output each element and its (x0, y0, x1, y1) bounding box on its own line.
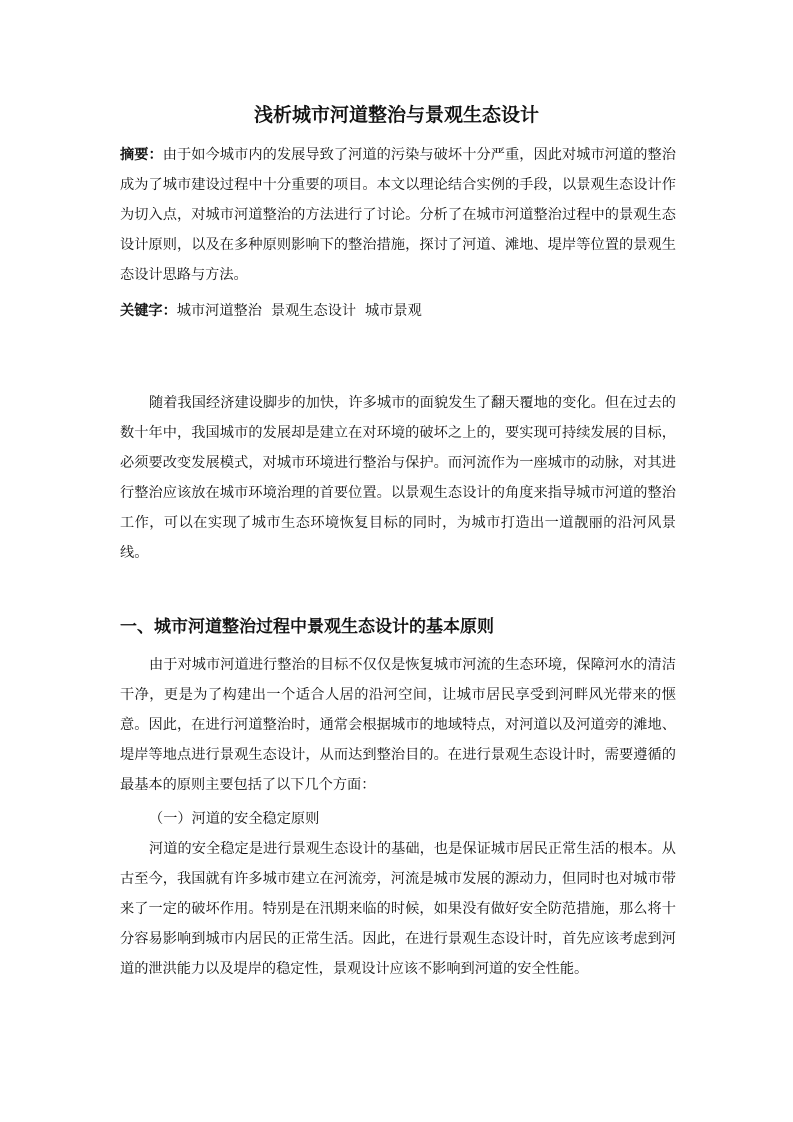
keywords (120, 296, 676, 326)
section-paragraph: 由于对城市河道进行整治的目标不仅仅是恢复城市河流的生态环境，保障河水的清洁干净，更是为了构建出一个适合人居的沿河空间，让城市居民享受到河畔风光带来的惬意。因此，在进行河道整治时，通常会根据城市的地域特点，对河道以及河道旁的滩地、堤岸等地点进行景观生态设计，从而达到整治目的。在进行景观生态设计时，需要遵循的最基本的原则主要包括了以下几个方面： (120, 657, 676, 793)
intro-paragraph: 随着我国经济建设脚步的加快，许多城市的面貌发生了翻天覆地的变化。但在过去的数十年中，我国城市的发展却是建立在对环境的破坏之上的，要实现可持续发展的目标，必须要改变发展模式，对城市环境进行整治与保护。而河流作为一座城市的动脉，对其进行整治应该放在城市环境治理的首要位置。以景观生态设计的角度来指导城市河道的整治工作，可以在实现了城市生态环境恢复目标的同时，为城市打造出一道靓丽的沿河风景线。 (120, 395, 676, 561)
keywords-text: 城市河道整治 景观生态设计 城市景观 (176, 303, 422, 319)
subsection-paragraph: 河道的安全稳定是进行景观生态设计的基础，也是保证城市居民正常生活的根本。从古至今，我国就有许多城市建立在河流旁，河流是城市发展的源动力，但同时也对城市带来了一定的破坏作用。特别是在汛期来临的时候，如果没有做好安全防范措施，那么将十分容易影响到城市内居民的正常生活。因此，在进行景观生态设计时，首先应该考虑到河道的泄洪能力以及堤岸的稳定性，景观设计应该不影响到河道的安全性能。 (120, 841, 676, 977)
abstract-text: 由于如今城市内的发展导致了河道的污染与破坏十分严重，因此对城市河道的整治成为了城市建设过程中十分重要的项目。本文以理论结合实例的手段，以景观生态设计作为切入点，对城市河道整治的方法进行了讨论。分析了在城市河道整治过程中的景观生态设计原则，以及在多种原则影响下的整治措施，探讨了河道、滩地、堤岸等位置的景观生态设计思路与方法。 (120, 147, 676, 283)
subsection-heading: （一）河道的安全稳定原则 (149, 811, 320, 827)
keywords-label: 关键字： (120, 303, 177, 319)
paper-title: 浅析城市河道整治与景观生态设计 (253, 104, 539, 126)
abstract (120, 140, 676, 290)
section-heading: 一、城市河道整治过程中景观生态设计的基本原则 (120, 617, 494, 637)
abstract-label: 摘要： (120, 147, 163, 163)
